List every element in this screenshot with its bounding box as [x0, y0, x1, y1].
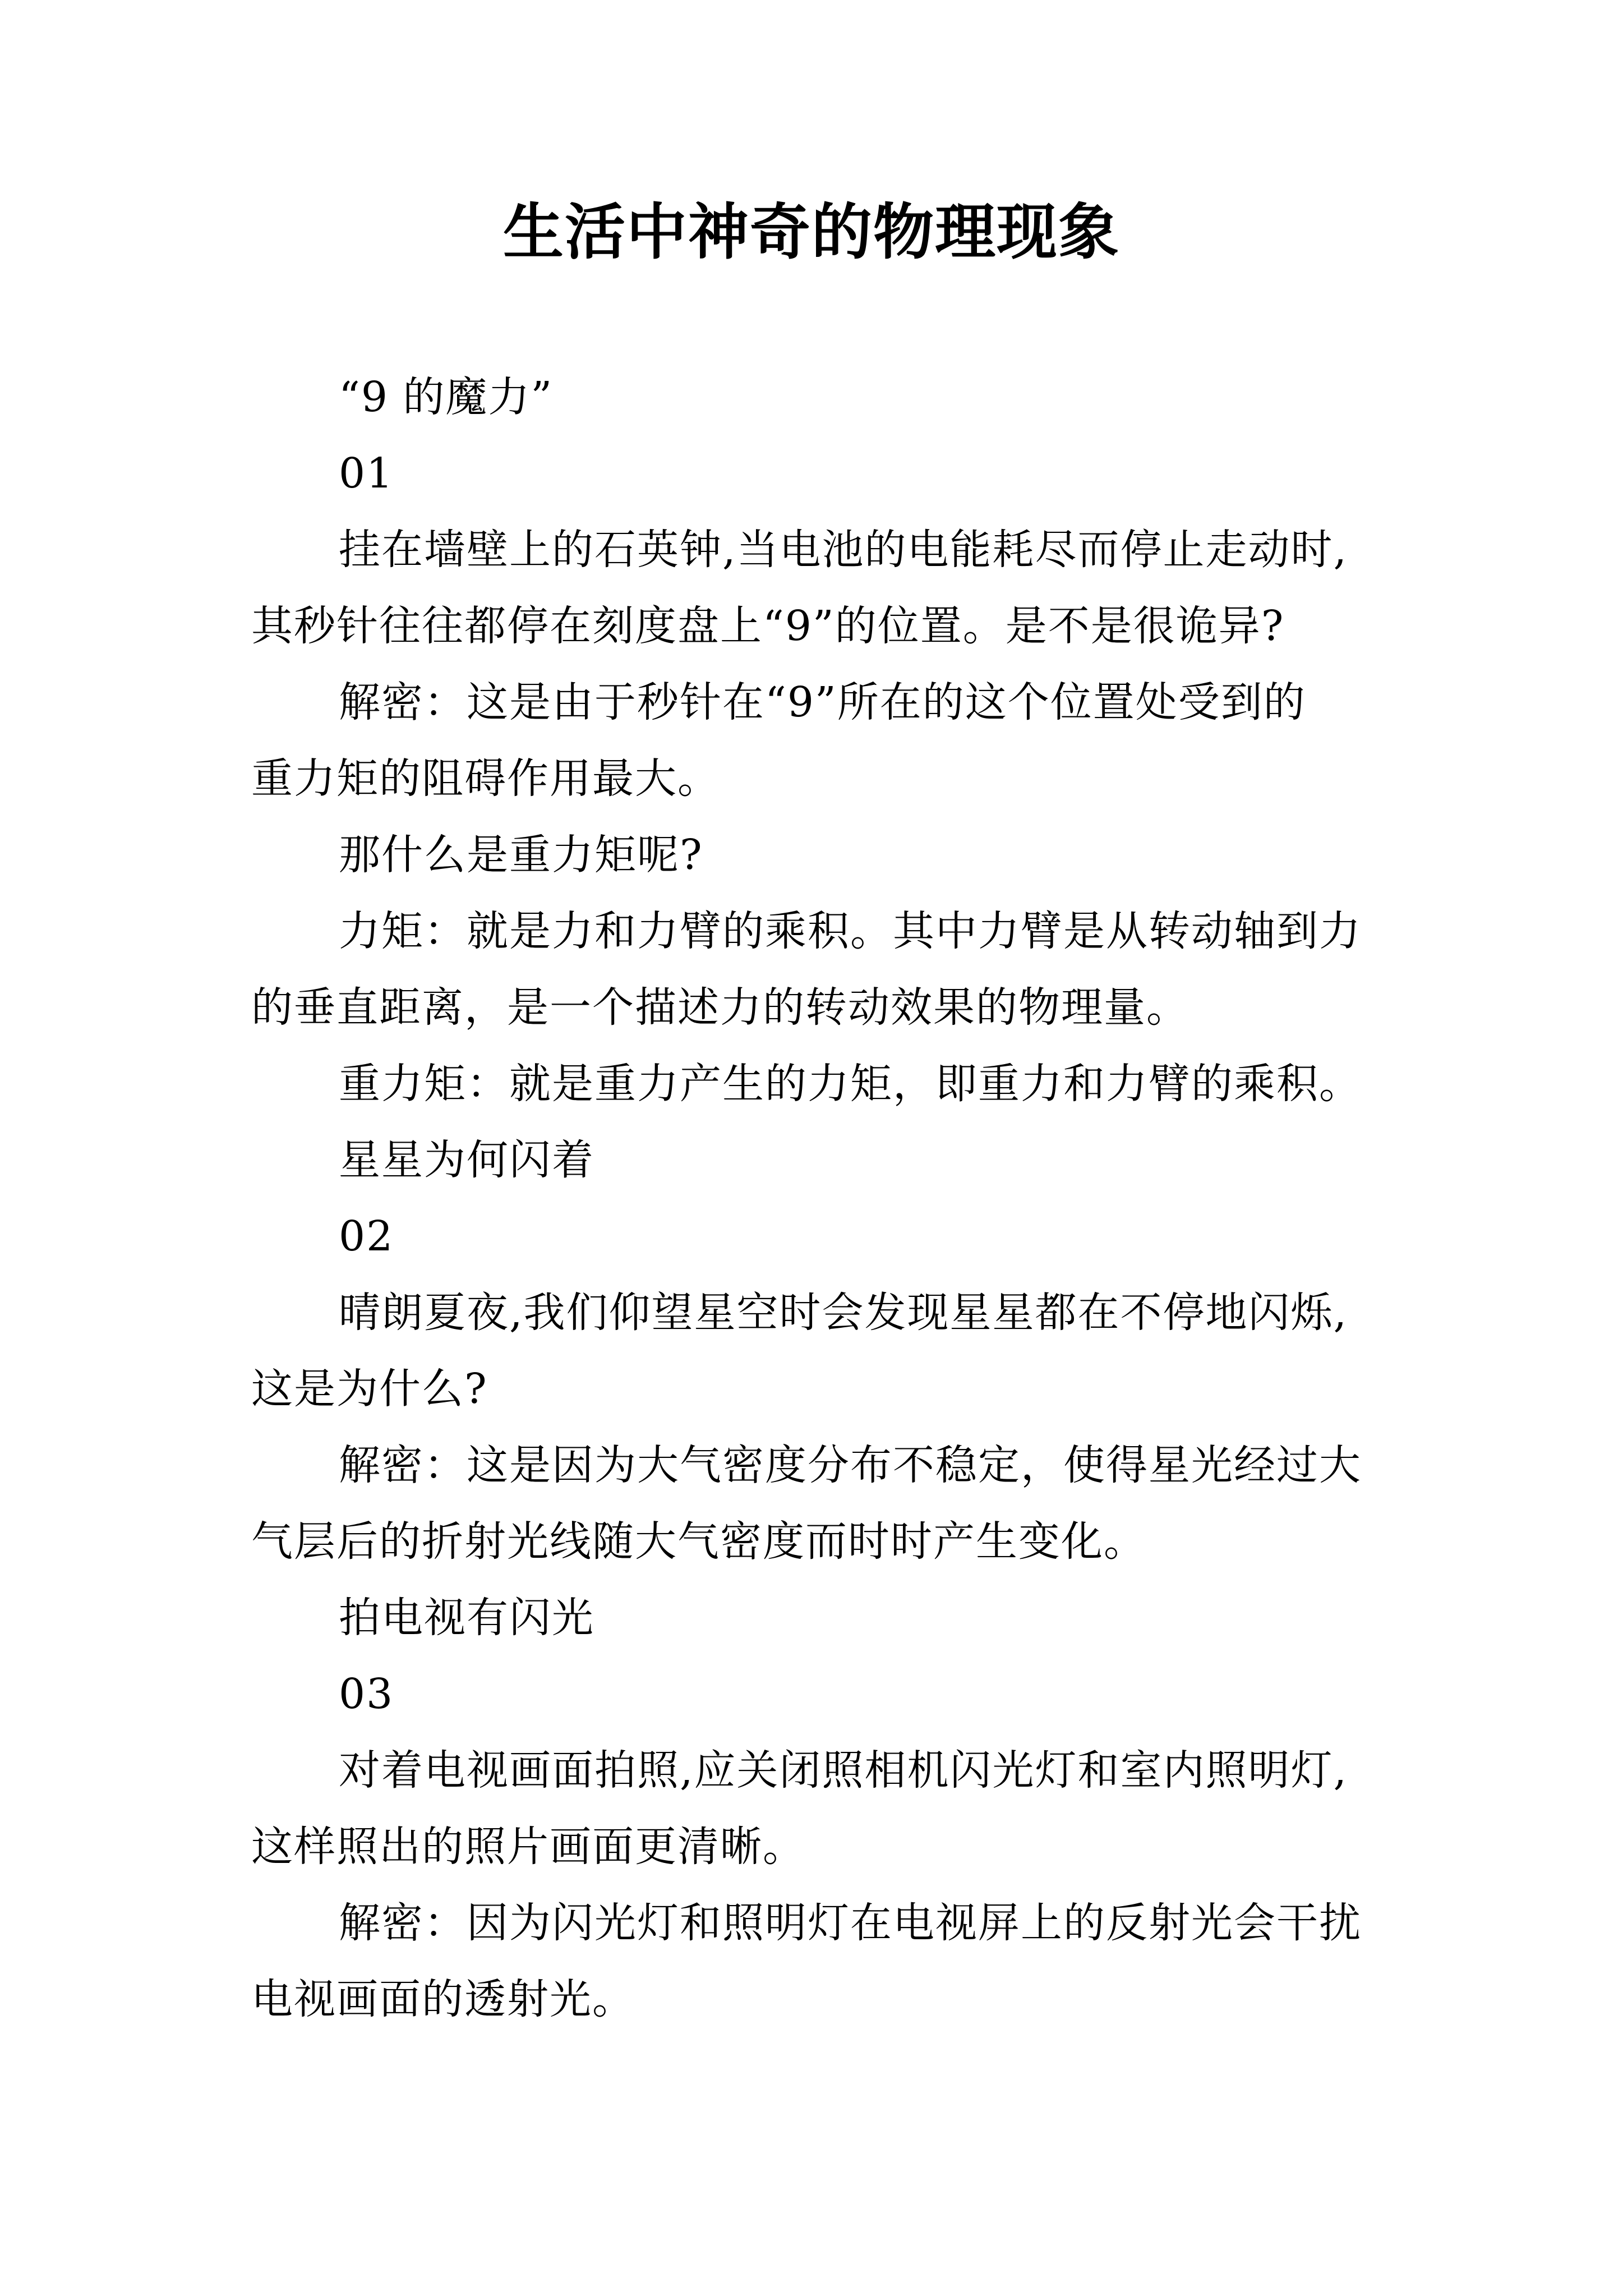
paragraph-line: 气层后的折射光线随大气密度而时时产生变化。	[251, 1517, 1146, 1566]
paragraph-line: 对着电视画面拍照,应关闭照相机闪光灯和室内照明灯,	[339, 1746, 1348, 1795]
paragraph	[251, 1046, 1384, 1122]
paragraph-line: 力矩：就是力和力臂的乘积。其中力臂是从转动轴到力	[339, 907, 1362, 955]
paragraph-line: 02	[339, 1212, 394, 1260]
paragraph-line: 03	[339, 1670, 394, 1718]
paragraph	[251, 1198, 1384, 1274]
paragraph	[251, 1732, 1384, 1885]
paragraph	[251, 664, 1384, 817]
paragraph	[251, 893, 1384, 1046]
paragraph-line: 其秒针往往都停在刻度盘上“9”的位置。是不是很诡异?	[251, 602, 1285, 650]
paragraph	[251, 1656, 1384, 1732]
paragraph	[251, 512, 1384, 664]
paragraph	[251, 1580, 1384, 1656]
paragraph	[251, 817, 1384, 893]
paragraph-line: 星星为何闪着	[339, 1136, 594, 1184]
paragraph-line: 01	[339, 449, 394, 498]
paragraph-line: 这样照出的照片画面更清晰。	[251, 1823, 805, 1871]
paragraph-line: 那什么是重力矩呢?	[339, 831, 703, 879]
paragraph-line: 重力矩：就是重力产生的力矩，即重力和力臂的乘积。	[339, 1060, 1362, 1108]
paragraph-line: 拍电视有闪光	[339, 1594, 594, 1642]
document-title: 生活中神奇的物理现象	[502, 197, 1120, 268]
paragraph	[251, 435, 1384, 512]
paragraph-line: “9 的魔力”	[339, 373, 554, 421]
paragraph-line: 解密：这是因为大气密度分布不稳定，使得星光经过大	[339, 1441, 1362, 1489]
document-body	[251, 359, 1384, 2037]
paragraph-line: 重力矩的阻碍作用最大。	[251, 754, 720, 803]
paragraph	[251, 1122, 1384, 1198]
paragraph-line: 电视画面的透射光。	[251, 1975, 635, 2023]
paragraph-line: 晴朗夏夜,我们仰望星空时会发现星星都在不停地闪烁,	[339, 1289, 1348, 1337]
paragraph	[251, 1274, 1384, 1427]
paragraph	[251, 1885, 1384, 2037]
paragraph-line: 解密：因为闪光灯和照明灯在电视屏上的反射光会干扰	[339, 1899, 1362, 1947]
paragraph-line: 这是为什么?	[251, 1365, 488, 1413]
paragraph	[251, 359, 1384, 435]
paragraph-line: 挂在墙壁上的石英钟,当电池的电能耗尽而停止走动时,	[339, 526, 1348, 574]
paragraph-line: 的垂直距离，是一个描述力的转动效果的物理量。	[251, 983, 1189, 1032]
paragraph	[251, 1427, 1384, 1580]
paragraph-line: 解密：这是由于秒针在“9”所在的这个位置处受到的	[339, 678, 1306, 726]
